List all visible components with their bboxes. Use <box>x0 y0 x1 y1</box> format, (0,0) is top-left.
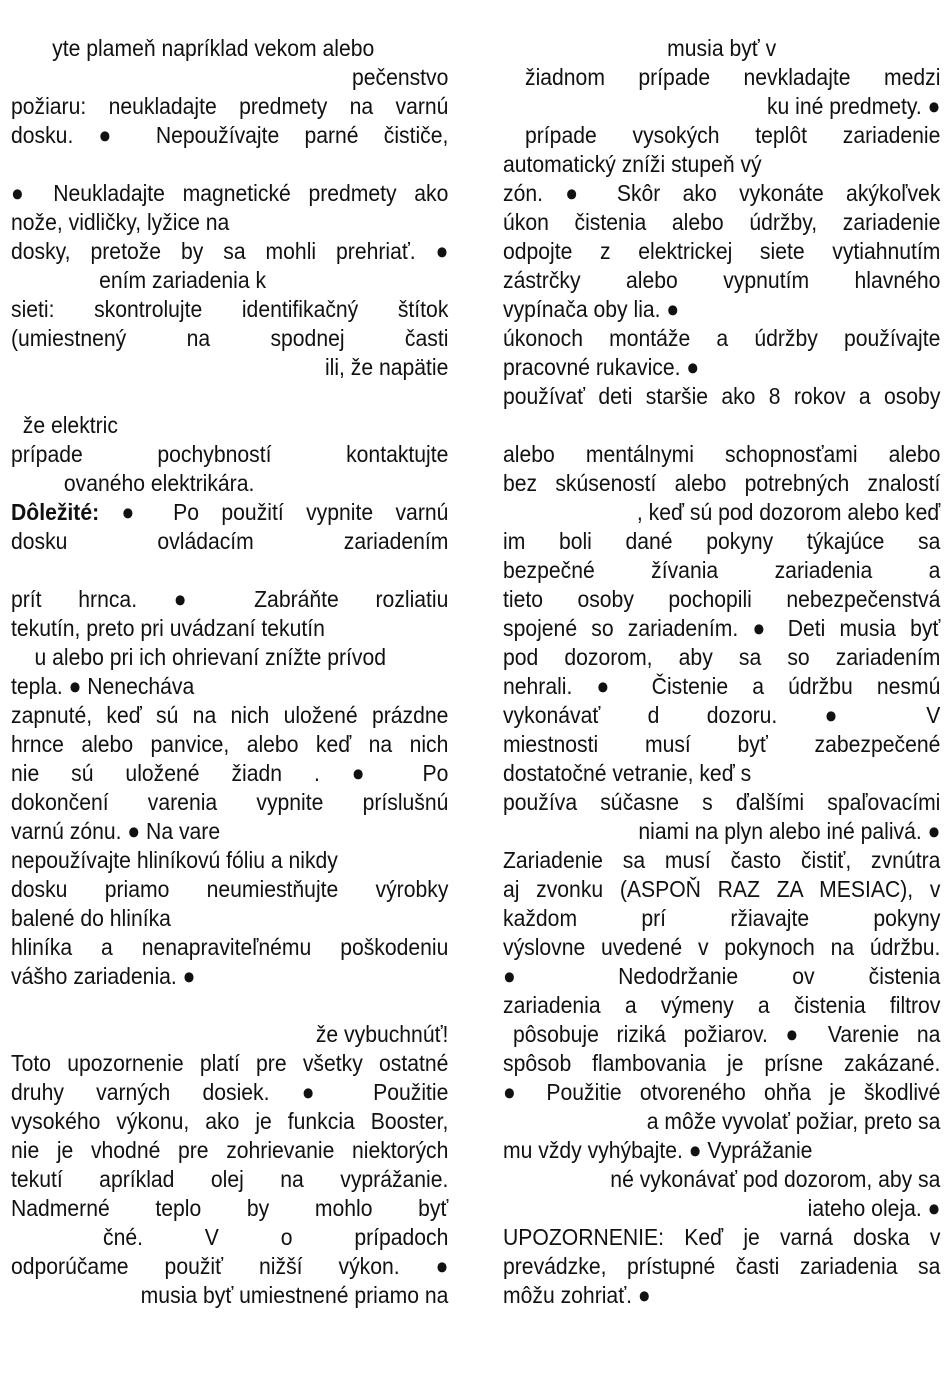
text-line: hliníka a nenapraviteľnému poškodeniu <box>11 934 449 960</box>
text-line: že elektric <box>11 412 118 438</box>
text-line: vysokého výkonu, ako je funkcia Booster, <box>11 1108 449 1134</box>
text-line: dokončení varenia vypnite príslušnú <box>11 789 449 815</box>
text-line: Toto upozornenie platí pre všetky ostatné <box>11 1050 449 1076</box>
text-line: Nadmerné teplo by mohlo byť <box>11 1195 449 1221</box>
right-column <box>503 34 940 1310</box>
text-line: aj zvonku (ASPOŇ RAZ ZA MESIAC), v <box>503 876 941 902</box>
text-line: , keď sú pod dozorom alebo keď <box>636 499 941 525</box>
text-line: dosku priamo neumiestňujte výrobky <box>11 876 449 902</box>
text-line: druhy varných dosiek. ● Použitie <box>11 1079 449 1105</box>
text-line: zariadenia a výmeny a čistenia filtrov <box>503 992 941 1018</box>
text-line: bez skúseností alebo potrebných znalostí <box>503 470 941 496</box>
text-line: miestnosti musí byť zabezpečené <box>503 731 941 757</box>
text-line: ovaného elektrikára. <box>11 470 255 496</box>
text-line: tieto osoby pochopili nebezpečenstvá <box>503 586 941 612</box>
text-line: vypínača oby lia. ● <box>503 296 680 322</box>
text-line: musia byť v <box>667 35 777 61</box>
text-line: dosku ovládacím zariadením <box>11 528 449 554</box>
text-line: bezpečné žívania zariadenia a <box>503 557 941 583</box>
text-line: ● Nedodržanie ov čistenia <box>503 963 941 989</box>
text-line: spôsob flambovania je prísne zakázané. <box>503 1050 941 1076</box>
text-line: spojené so zariadením. ● Deti musia byť <box>503 615 941 641</box>
text-line: nože, vidličky, lyžice na <box>11 209 230 235</box>
text-line: mu vždy vyhýbajte. ● Vyprážanie <box>503 1137 813 1163</box>
text-line: a môže vyvolať požiar, preto sa <box>646 1108 941 1134</box>
text-line: výslovne uvedené v pokynoch na údržbu. <box>503 934 941 960</box>
text-line: úkon čistenia alebo údržby, zariadenie <box>503 209 941 235</box>
text-line: hrnce alebo panvice, alebo keď na nich <box>11 731 449 757</box>
text-line: iateho oleja. ● <box>807 1195 941 1221</box>
text-line: im boli dané pokyny týkajúce sa <box>503 528 941 554</box>
text-line: yte plameň napríklad vekom alebo <box>11 35 375 61</box>
text-line <box>11 556 448 585</box>
text-line: dosku. ● Nepoužívajte parné čističe, <box>11 122 449 148</box>
text-line: nie sú uložené žiadn . ● Po <box>11 760 449 786</box>
text-line: né vykonávať pod dozorom, aby sa <box>610 1166 941 1192</box>
text-line: tekutín, preto pri uvádzaní tekutín <box>11 615 325 641</box>
text-line: vášho zariadenia. ● <box>11 963 196 989</box>
text-line: používať deti staršie ako 8 rokov a osoby <box>503 383 941 409</box>
text-line: úkonoch montáže a údržby používajte <box>503 325 941 351</box>
text-line: musia byť umiestnené priamo na <box>140 1282 449 1308</box>
text-line: ● Použitie otvoreného ohňa je škodlivé <box>503 1079 941 1105</box>
text-line: u alebo pri ich ohrievaní znížte prívod <box>11 644 387 670</box>
text-line: (umiestnený na spodnej časti <box>11 325 449 351</box>
text-line: ● Neukladajte magnetické predmety ako <box>11 180 449 206</box>
text-line: môžu zohriať. ● <box>503 1282 651 1308</box>
text-line <box>503 411 940 440</box>
text-line: vykonávať d dozoru. ● V <box>503 702 941 728</box>
text-line: odporúčame použiť nižší výkon. ● <box>11 1253 449 1279</box>
text-line: ením zariadenia k <box>11 267 267 293</box>
text-line: alebo mentálnymi schopnosťami alebo <box>503 441 941 467</box>
text-line: varnú zónu. ● Na vare <box>11 818 221 844</box>
text-line: prípade vysokých teplôt zariadenie <box>524 122 941 148</box>
text-line: ili, že napätie <box>324 354 449 380</box>
text-line: niami na plyn alebo iné palivá. ● <box>638 818 941 844</box>
text-line: balené do hliníka <box>11 905 171 931</box>
text-line: čné. V o prípadoch <box>102 1224 449 1250</box>
text-line: ku iné predmety. ● <box>766 93 941 119</box>
text-line: požiaru: neukladajte predmety na varnú <box>11 93 449 119</box>
text-line: automatický zníži stupeň vý <box>503 151 762 177</box>
left-column <box>11 34 448 1310</box>
text-line: zón. ● Skôr ako vykonáte akýkoľvek <box>503 180 941 206</box>
text-line: tekutí apríklad olej na vyprážanie. <box>11 1166 449 1192</box>
text-line: zástrčky alebo vypnutím hlavného <box>503 267 941 293</box>
text-line: používa súčasne s ďalšími spaľovacími <box>503 789 941 815</box>
text-line: pečenstvo <box>351 64 449 90</box>
text-line: dostatočné vetranie, keď s <box>503 760 752 786</box>
text-line: nie je vhodné pre zohrievanie niektorých <box>11 1137 449 1163</box>
text-line: Zariadenie sa musí často čistiť, zvnútra <box>503 847 941 873</box>
text-line: dosky, pretože by sa mohli prehriať. ● <box>11 238 449 264</box>
text-line: nepoužívajte hliníkovú fóliu a nikdy <box>11 847 338 873</box>
text-line: že vybuchnúť! <box>315 1021 449 1047</box>
text-line: prít hrnca. ● Zabráňte rozliatiu <box>11 586 449 612</box>
text-line: pod dozorom, aby sa so zariadením <box>503 644 941 670</box>
text-line: nehrali. ● Čistenie a údržbu nesmú <box>503 673 941 699</box>
text-line: sieti: skontrolujte identifikačný štítok <box>11 296 449 322</box>
text-line: pracovné rukavice. ● <box>503 354 700 380</box>
text-line: tepla. ● Nenecháva <box>11 673 195 699</box>
text-line: žiadnom prípade nevkladajte medzi <box>524 64 941 90</box>
text-line <box>11 382 448 411</box>
text-line: zapnuté, keď sú na nich uložené prázdne <box>11 702 449 728</box>
bold-label: Dôležité: <box>11 499 100 525</box>
text-line: pôsobuje riziká požiarov. ● Varenie na <box>512 1021 941 1047</box>
text-line <box>11 150 448 179</box>
text-line: UPOZORNENIE: Keď je varná doska v <box>503 1224 941 1250</box>
text-line: odpojte z elektrickej siete vytiahnutím <box>503 238 941 264</box>
text-line: prípade pochybností kontaktujte <box>11 441 449 467</box>
text-line <box>11 991 448 1020</box>
text-line: každom prí ržiavajte pokyny <box>503 905 941 931</box>
text-line: prevádzke, prístupné časti zariadenia sa <box>503 1253 941 1279</box>
text-line: Dôležité: ● Po použití vypnite varnú <box>11 499 449 525</box>
